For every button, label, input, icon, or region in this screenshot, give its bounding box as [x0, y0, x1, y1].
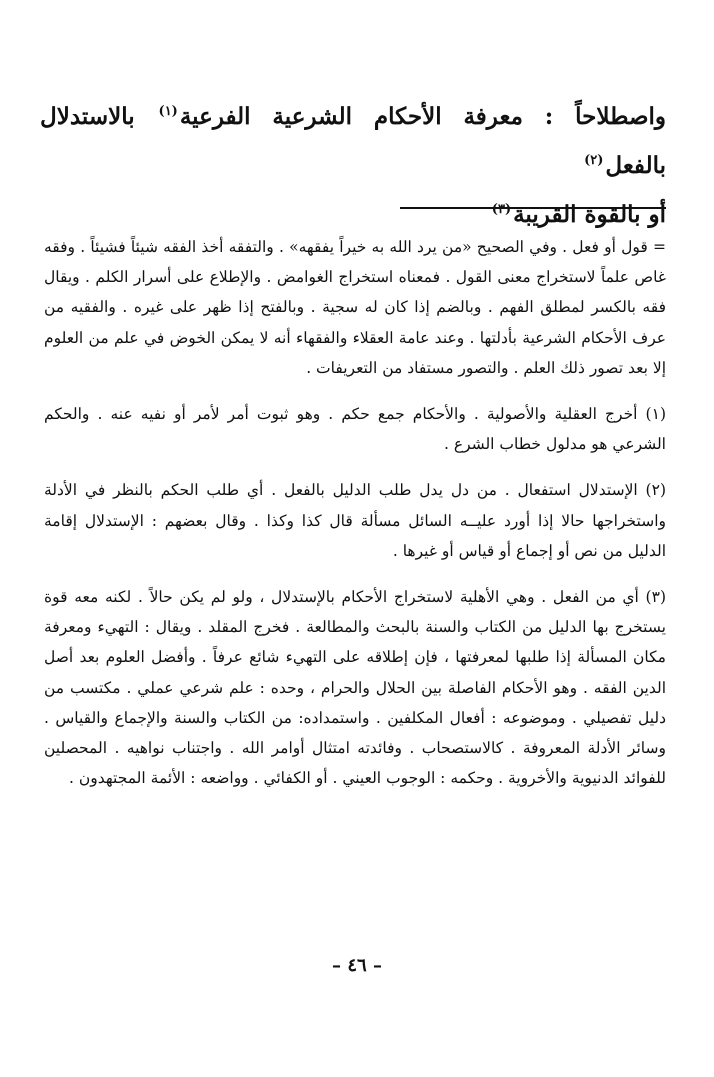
definition-text-3: أو بالقوة القريبة [513, 201, 666, 228]
footnotes [44, 232, 666, 793]
main-text [40, 92, 666, 239]
footnote-1: (١) أخرج العقلية والأصولية . والأحكام جمع حكم . وهو ثبوت أمر لأمر أو نفيه عنه . والحكم الشرعي هو مدلول خطاب الشرع . [44, 405, 666, 454]
definition-text-2: بالاستدلال بالفعل [40, 103, 666, 179]
footnote-continuation: = قول أو فعل . وفي الصحيح «من يرد الله به خيراً يفقهه» . والتفقه أخذ الفقه شيئاً فشيئاً . وفقه غاص علماً لاستخراج معنى القول . فمعناه استخراج الغوامض . والإطلاع على أسرار الكلم . ويقال فقه بالكسر لمطلق الفهم . وبالضم إذا كان له سجية . وبالفتح إذا ظهر على غيره . والفقيه من عرف الأحكام الشرعية بأدلتها . وعند عامة العقلاء والفقهاء أنه لا يمكن الخوض في علم من العلوم إلا بعد تصور ذلك العلم . والتصور مستفاد من التعريفات . [44, 238, 666, 377]
footnote-ref-2: (٢) [584, 153, 604, 169]
footnote-ref-1: (١) [158, 104, 178, 120]
footnote-divider [400, 207, 666, 209]
definition-text-1: واصطلاحاً : معرفة الأحكام الشرعية الفرعية [179, 103, 666, 130]
footnote-3: (٣) أي من الفعل . وهي الأهلية لاستخراج الأحكام بالإستدلال ، ولو لم يكن حالاً . لكنه معه قوة يستخرج بها الدليل من الكتاب والسنة بالبحث والمطالعة . فخرج المقلد . ويقال : التهيء ومعرفة مكان المسألة إذا طلبها لمعرفتها ، فإن إطلاقه على التهيء شائع عرفاً . وأفضل العلوم بعد أصل الدين الفقه . وهو الأحكام الفاصلة بين الحلال والحرام ، وحده : علم شرعي عملي . مكتسب من دليل تفصيلي . وموضوعه : أفعال المكلفين . واستمداده: من الكتاب والسنة والإجماع والقياس . وسائر الأدلة المعروفة . كالاستصحاب . وفائدته امتثال أوامر الله . واجتناب نواهيه . المحصلين للفوائد الدنيوية والأخروية . وحكمه : الوجوب العيني . أو الكفائي . وواضعه : الأئمة المجتهدون . [44, 588, 666, 788]
footnote-2: (٢) الإستدلال استفعال . من دل يدل طلب الدليل بالفعل . أي طلب الحكم بالنظر في الأدلة واستخراجها حالا إذا أورد عليــه السائل مسألة قال كذا وكذا . وقال بعضهم : الإستدلال إقامة الدليل من نص أو إجماع أو قياس أو غيرها . [44, 481, 666, 560]
footnote-ref-3: (٣) [491, 202, 512, 218]
definition-line-1 [40, 92, 666, 190]
page-number: – ٤٦ – [332, 955, 382, 976]
